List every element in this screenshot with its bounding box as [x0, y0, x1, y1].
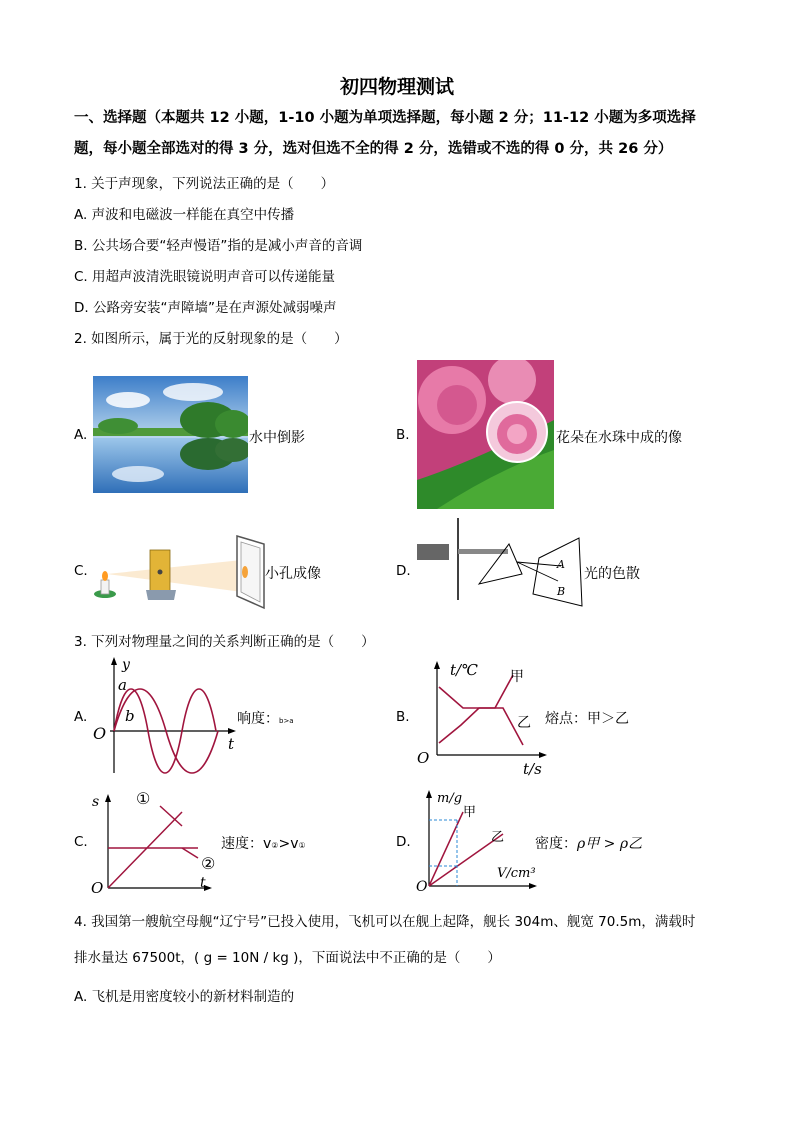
q4-stem-line-2: 排水量达 67500t，( g = 10N / kg )，下面说法中不正确的是（ ） — [74, 950, 501, 966]
pinhole-camera-diagram — [92, 528, 267, 610]
q2-c-letter: C. — [74, 563, 88, 579]
q3-a-caption-small: b>a — [279, 717, 294, 725]
q3-a-letter: A. — [74, 709, 88, 725]
q3-b-caption: 熔点：甲＞乙 — [545, 711, 629, 727]
distance-time-graph — [90, 788, 222, 894]
axis-x-label: t — [200, 875, 206, 891]
q2-c-caption: 小孔成像 — [265, 566, 321, 582]
q2-stem: 2. 如图所示，属于光的反射现象的是（ ） — [74, 331, 348, 347]
flower-droplet-image — [417, 360, 554, 509]
q3-c-sub-1: ① — [298, 841, 306, 850]
q4-option-a: A. 飞机是用密度较小的新材料制造的 — [74, 989, 295, 1005]
q3-c-gt: >v — [278, 836, 299, 852]
q3-c-sub-2: ② — [271, 841, 279, 850]
q1-option-b: B. 公共场合要“轻声慢语”指的是减小声音的音调 — [74, 238, 363, 254]
axis-x-label: V/cm³ — [497, 866, 536, 881]
q3-c-caption-text: 速度：v — [221, 836, 272, 852]
axis-y-label: m/g — [437, 791, 463, 806]
q2-b-caption: 花朵在水珠中成的像 — [556, 430, 682, 446]
q3-a-caption-text: 响度： — [237, 711, 279, 727]
melting-graph — [415, 655, 550, 777]
section-header-line-2: 题，每小题全部选对的得 3 分，选对但选不全的得 2 分，选错或不选的得 0 分，共 26 分） — [74, 141, 673, 157]
axis-y-label: t/℃ — [450, 661, 478, 679]
lake-reflection-image — [93, 376, 248, 493]
q3-c-letter: C. — [74, 834, 88, 850]
page-title: 初四物理测试 — [339, 76, 454, 98]
q1-option-a: A. 声波和电磁波一样能在真空中传播 — [74, 207, 295, 223]
q2-d-letter: D. — [396, 563, 411, 579]
dispersion-prism-diagram — [417, 518, 585, 608]
line-2-label: ② — [201, 854, 216, 873]
yi-label: 乙 — [491, 830, 505, 845]
axis-x-label: t/s — [523, 760, 542, 777]
axis-y-label: y — [122, 657, 130, 673]
q2-a-caption: 水中倒影 — [249, 430, 305, 446]
origin-label: O — [417, 749, 430, 767]
q3-d-caption — [535, 833, 642, 853]
q3-d-formula: ρ甲 > ρ乙 — [577, 836, 643, 852]
line-1-label: ① — [136, 789, 151, 808]
curve-a-label: a — [118, 676, 127, 694]
q4-stem-line-1: 4. 我国第一艘航空母舰“辽宁号”已投入使用，飞机可以在舰上起降，舰长 304m、舰宽 70.5m，满载时 — [74, 914, 696, 930]
q3-stem: 3. 下列对物理量之间的关系判断正确的是（ ） — [74, 634, 375, 650]
ray-a-label: A — [557, 558, 565, 571]
q1-stem: 1. 关于声现象，下列说法正确的是（ ） — [74, 176, 335, 192]
q3-d-letter: D. — [396, 834, 411, 850]
q1-option-c: C. 用超声波清洗眼镜说明声音可以传递能量 — [74, 269, 336, 285]
axis-x-label: t — [228, 735, 235, 753]
section-header-line-1: 一、选择题（本题共 12 小题，1-10 小题为单项选择题，每小题 2 分；11-12 小题为多项选择 — [74, 110, 696, 126]
mass-volume-graph — [415, 786, 540, 894]
q2-d-caption: 光的色散 — [584, 566, 640, 582]
axis-y-label: s — [92, 794, 100, 810]
q1-option-d: D. 公路旁安装“声障墙”是在声源处减弱噪声 — [74, 300, 337, 316]
q3-d-caption-text: 密度： — [535, 836, 577, 852]
q2-b-letter: B. — [396, 427, 410, 443]
curve-b-label: b — [125, 707, 135, 725]
yi-label: 乙 — [517, 715, 531, 731]
origin-label: O — [91, 879, 104, 894]
q3-a-caption — [237, 708, 294, 728]
q3-b-letter: B. — [396, 709, 410, 725]
jia-label: 甲 — [463, 805, 477, 820]
q3-c-caption — [221, 833, 306, 853]
wave-graph — [90, 655, 240, 775]
ray-b-label: B — [557, 585, 566, 598]
origin-label: O — [93, 724, 107, 743]
jia-label: 甲 — [510, 669, 524, 685]
q2-a-letter: A. — [74, 427, 88, 443]
origin-label: O — [416, 879, 428, 894]
